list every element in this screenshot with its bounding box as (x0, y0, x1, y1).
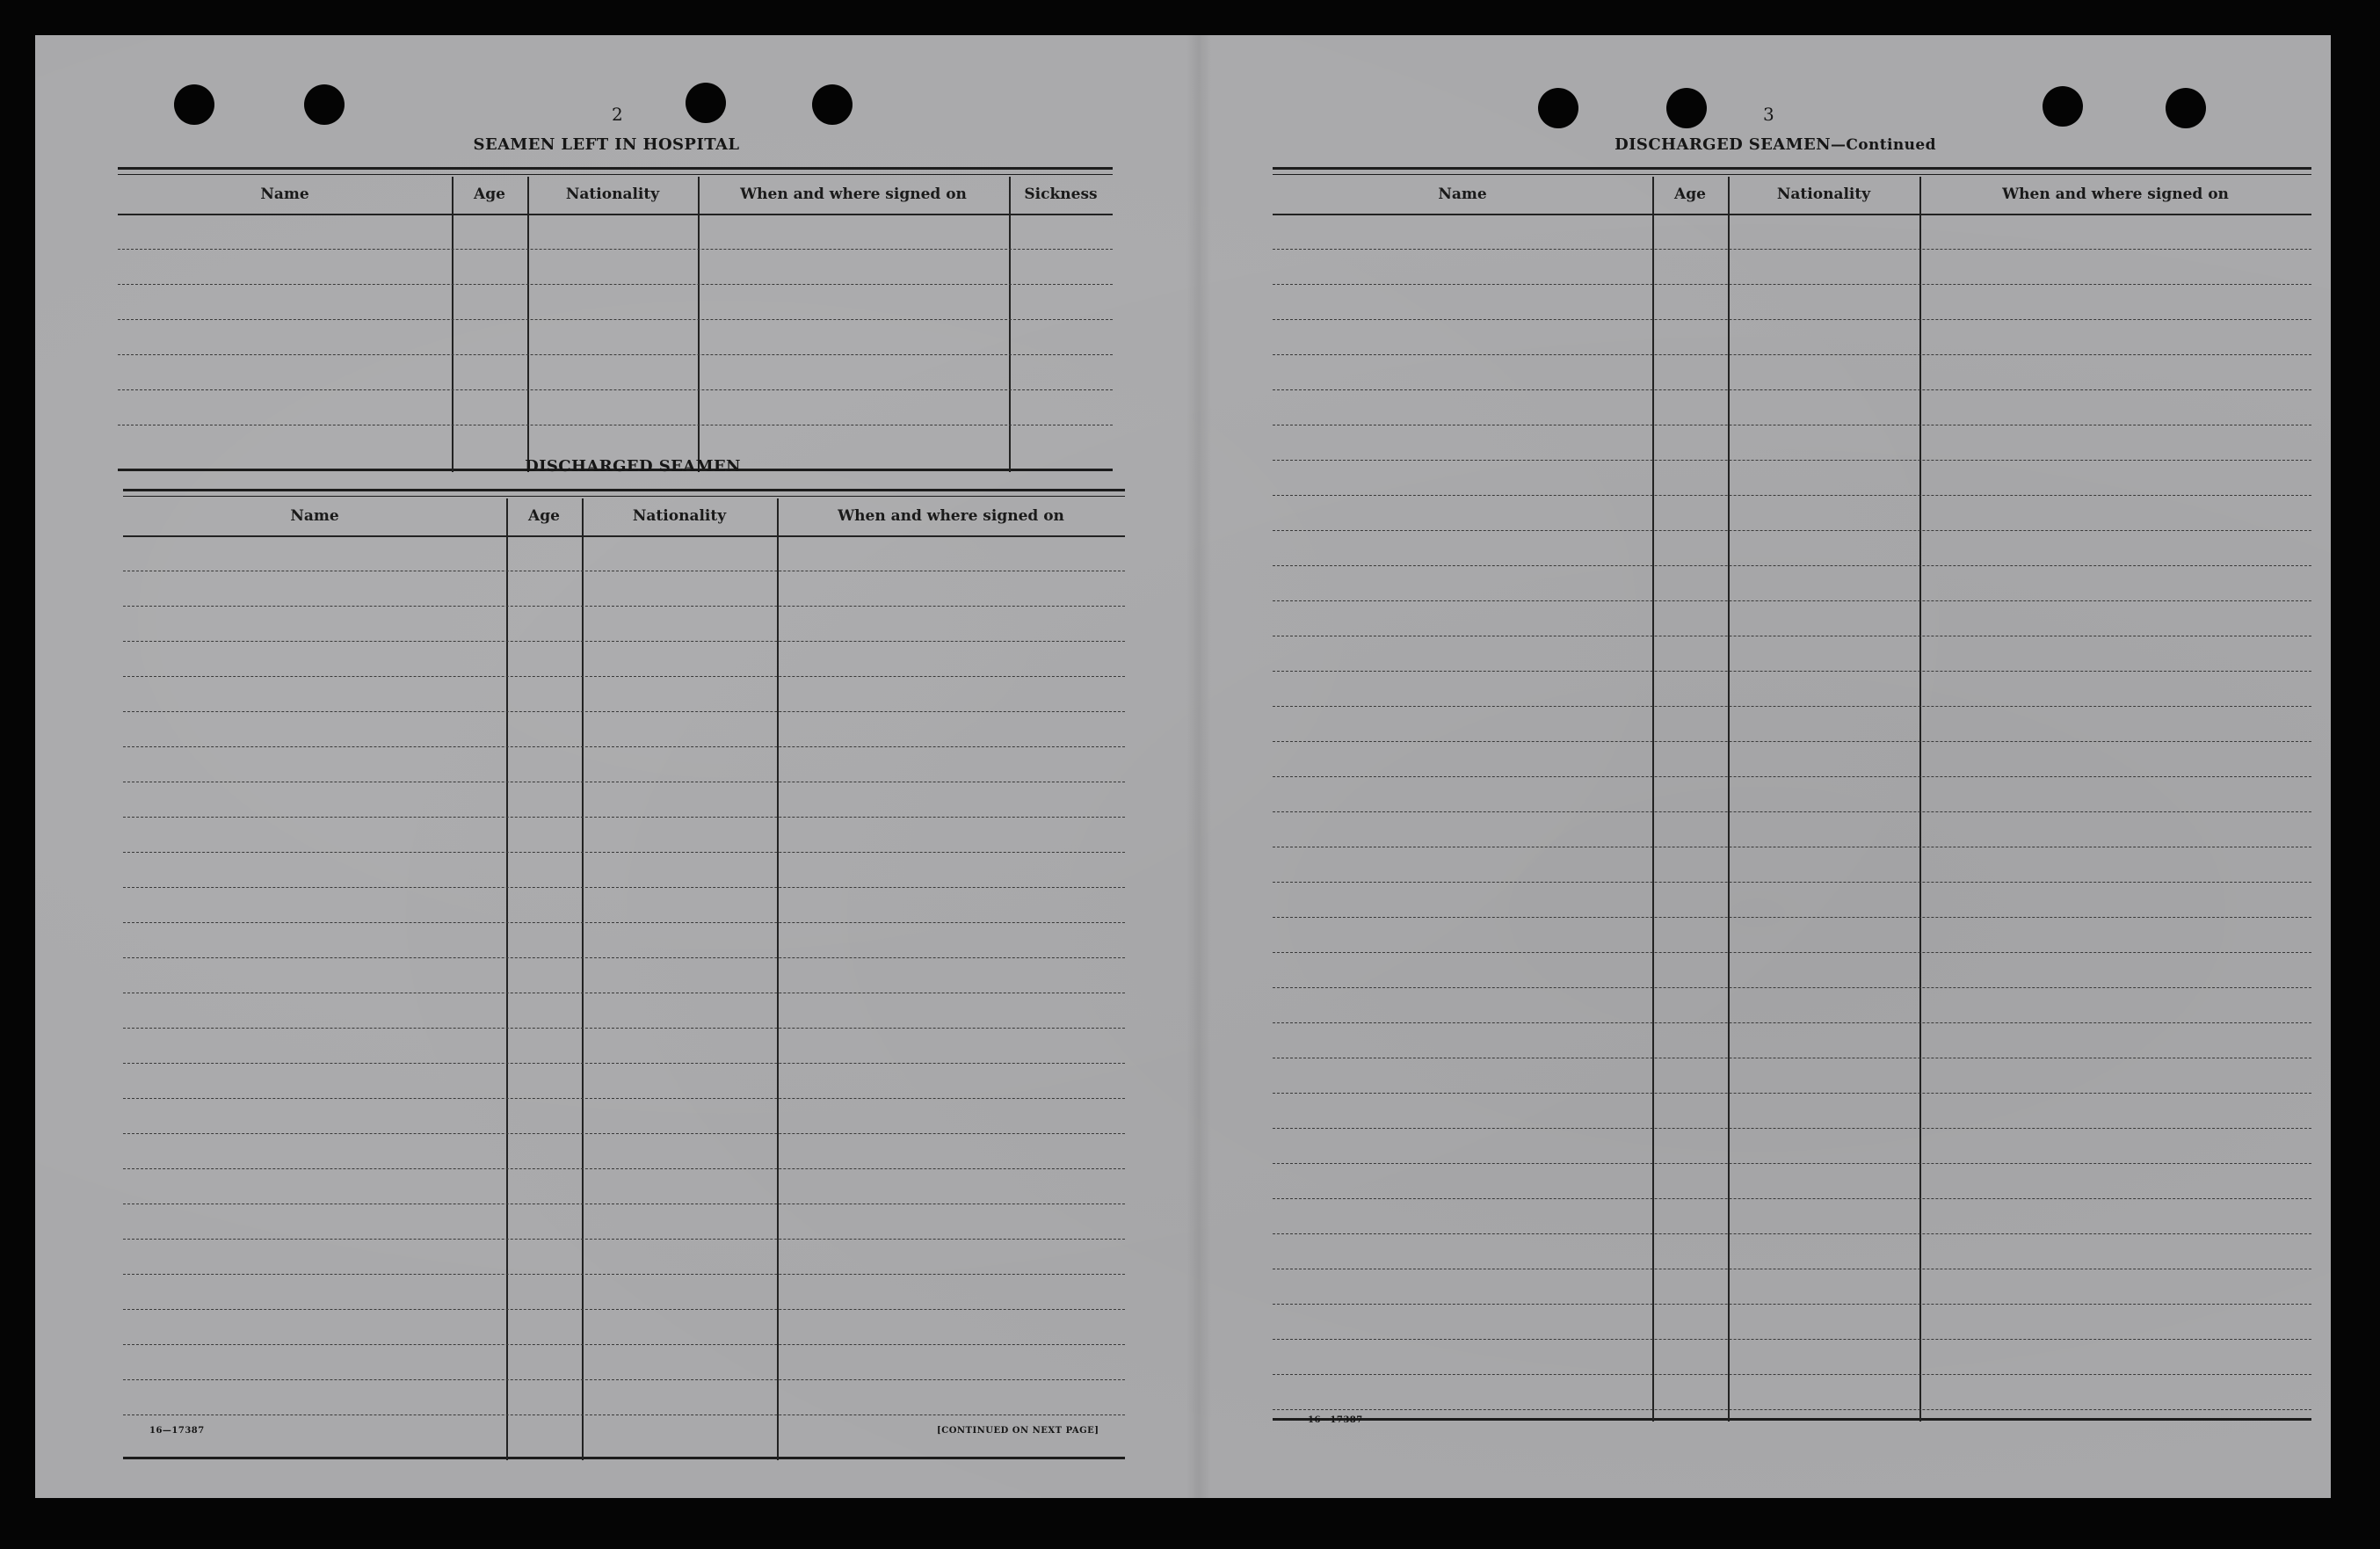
table-row[interactable] (123, 1028, 1125, 1029)
hospital-table (118, 167, 1113, 471)
column-header: Age (474, 185, 505, 203)
table-row[interactable] (1273, 671, 2311, 672)
table-row[interactable] (123, 1309, 1125, 1310)
discharged-continued-title-main: DISCHARGED SEAMEN (1614, 135, 1831, 154)
table-row[interactable] (1273, 952, 2311, 953)
column-header: Nationality (565, 185, 660, 203)
table-row[interactable] (123, 1344, 1125, 1345)
table-row[interactable] (123, 606, 1125, 607)
discharged-section-title: DISCHARGED SEAMEN (525, 457, 741, 476)
table-row[interactable] (118, 389, 1113, 390)
table-row[interactable] (1273, 1198, 2311, 1199)
punch-hole (1666, 88, 1707, 128)
table-row[interactable] (1273, 1409, 2311, 1410)
table-row[interactable] (1273, 776, 2311, 777)
hospital-section-title: SEAMEN LEFT IN HOSPITAL (473, 135, 740, 154)
column-header: Name (260, 185, 309, 203)
column-header: Nationality (632, 507, 727, 525)
table-row[interactable] (123, 1239, 1125, 1240)
table-row[interactable] (118, 249, 1113, 250)
table-row[interactable] (1273, 741, 2311, 742)
table-row[interactable] (123, 676, 1125, 677)
column-rule (452, 177, 454, 472)
table-row[interactable] (123, 922, 1125, 923)
header-rule (123, 535, 1125, 537)
table-row[interactable] (123, 852, 1125, 853)
column-rule (777, 498, 779, 1460)
continued-note: [CONTINUED ON NEXT PAGE] (937, 1426, 1099, 1436)
punch-hole (812, 84, 853, 125)
table-row[interactable] (1273, 1339, 2311, 1340)
table-row[interactable] (123, 817, 1125, 818)
table-row[interactable] (123, 1168, 1125, 1169)
form-code-right: 16—17387 (1308, 1415, 1363, 1425)
document-sheet (35, 35, 2331, 1498)
column-rule (1652, 177, 1654, 1422)
column-header: Sickness (1024, 185, 1098, 203)
column-rule (1728, 177, 1730, 1422)
table-row[interactable] (123, 1133, 1125, 1134)
column-header: Nationality (1776, 185, 1871, 203)
punch-hole (686, 83, 726, 123)
column-header: Age (528, 507, 560, 525)
table-row[interactable] (118, 354, 1113, 355)
table-row[interactable] (1273, 1022, 2311, 1023)
punch-hole (2043, 86, 2083, 127)
table-row[interactable] (1273, 249, 2311, 250)
table-row[interactable] (1273, 811, 2311, 812)
table-row[interactable] (1273, 600, 2311, 601)
table-row[interactable] (1273, 284, 2311, 285)
punch-hole (174, 84, 214, 125)
punch-hole (1538, 88, 1578, 128)
column-rule (506, 498, 508, 1460)
table-row[interactable] (1273, 1163, 2311, 1164)
table-row[interactable] (1273, 319, 2311, 320)
table-row[interactable] (1273, 1128, 2311, 1129)
table-row[interactable] (123, 711, 1125, 712)
table-row[interactable] (1273, 917, 2311, 918)
punch-hole (2166, 88, 2206, 128)
discharged-table (123, 489, 1125, 1459)
header-rule (118, 214, 1113, 215)
discharged-continued-title-suffix: —Continued (1830, 136, 1936, 154)
table-row[interactable] (123, 887, 1125, 888)
header-rule (1273, 214, 2311, 215)
discharged-continued-table (1273, 167, 2311, 1421)
table-row[interactable] (1273, 389, 2311, 390)
table-row[interactable] (123, 641, 1125, 642)
table-row[interactable] (1273, 1374, 2311, 1375)
column-header: Name (1438, 185, 1487, 203)
page-number-left: 2 (612, 104, 623, 125)
table-row[interactable] (1273, 460, 2311, 461)
table-row[interactable] (1273, 1233, 2311, 1234)
table-row[interactable] (1273, 882, 2311, 883)
column-rule (1919, 177, 1921, 1422)
table-row[interactable] (1273, 354, 2311, 355)
table-row[interactable] (123, 746, 1125, 747)
column-rule (527, 177, 529, 472)
column-header: When and where signed on (740, 185, 967, 203)
column-header: When and where signed on (838, 507, 1064, 525)
form-code-left: 16—17387 (149, 1426, 205, 1436)
column-rule (582, 498, 584, 1460)
center-fold (1186, 35, 1211, 1498)
table-row[interactable] (123, 957, 1125, 958)
column-rule (698, 177, 700, 472)
table-row[interactable] (118, 319, 1113, 320)
table-row[interactable] (1273, 987, 2311, 988)
table-row[interactable] (1273, 495, 2311, 496)
punch-hole (304, 84, 345, 125)
table-row[interactable] (123, 1063, 1125, 1064)
table-row[interactable] (1273, 706, 2311, 707)
table-row[interactable] (123, 1098, 1125, 1099)
table-row[interactable] (1273, 565, 2311, 566)
table-row[interactable] (1273, 530, 2311, 531)
table-row[interactable] (1273, 1093, 2311, 1094)
table-row[interactable] (1273, 1304, 2311, 1305)
table-row[interactable] (123, 1274, 1125, 1275)
column-rule (1009, 177, 1011, 472)
table-row[interactable] (123, 1414, 1125, 1415)
discharged-continued-title (1512, 135, 2039, 154)
table-row[interactable] (118, 284, 1113, 285)
column-header: Age (1674, 185, 1706, 203)
page-number-right: 3 (1763, 104, 1774, 125)
table-row[interactable] (123, 1379, 1125, 1380)
column-header: When and where signed on (2002, 185, 2229, 203)
column-header: Name (290, 507, 339, 525)
